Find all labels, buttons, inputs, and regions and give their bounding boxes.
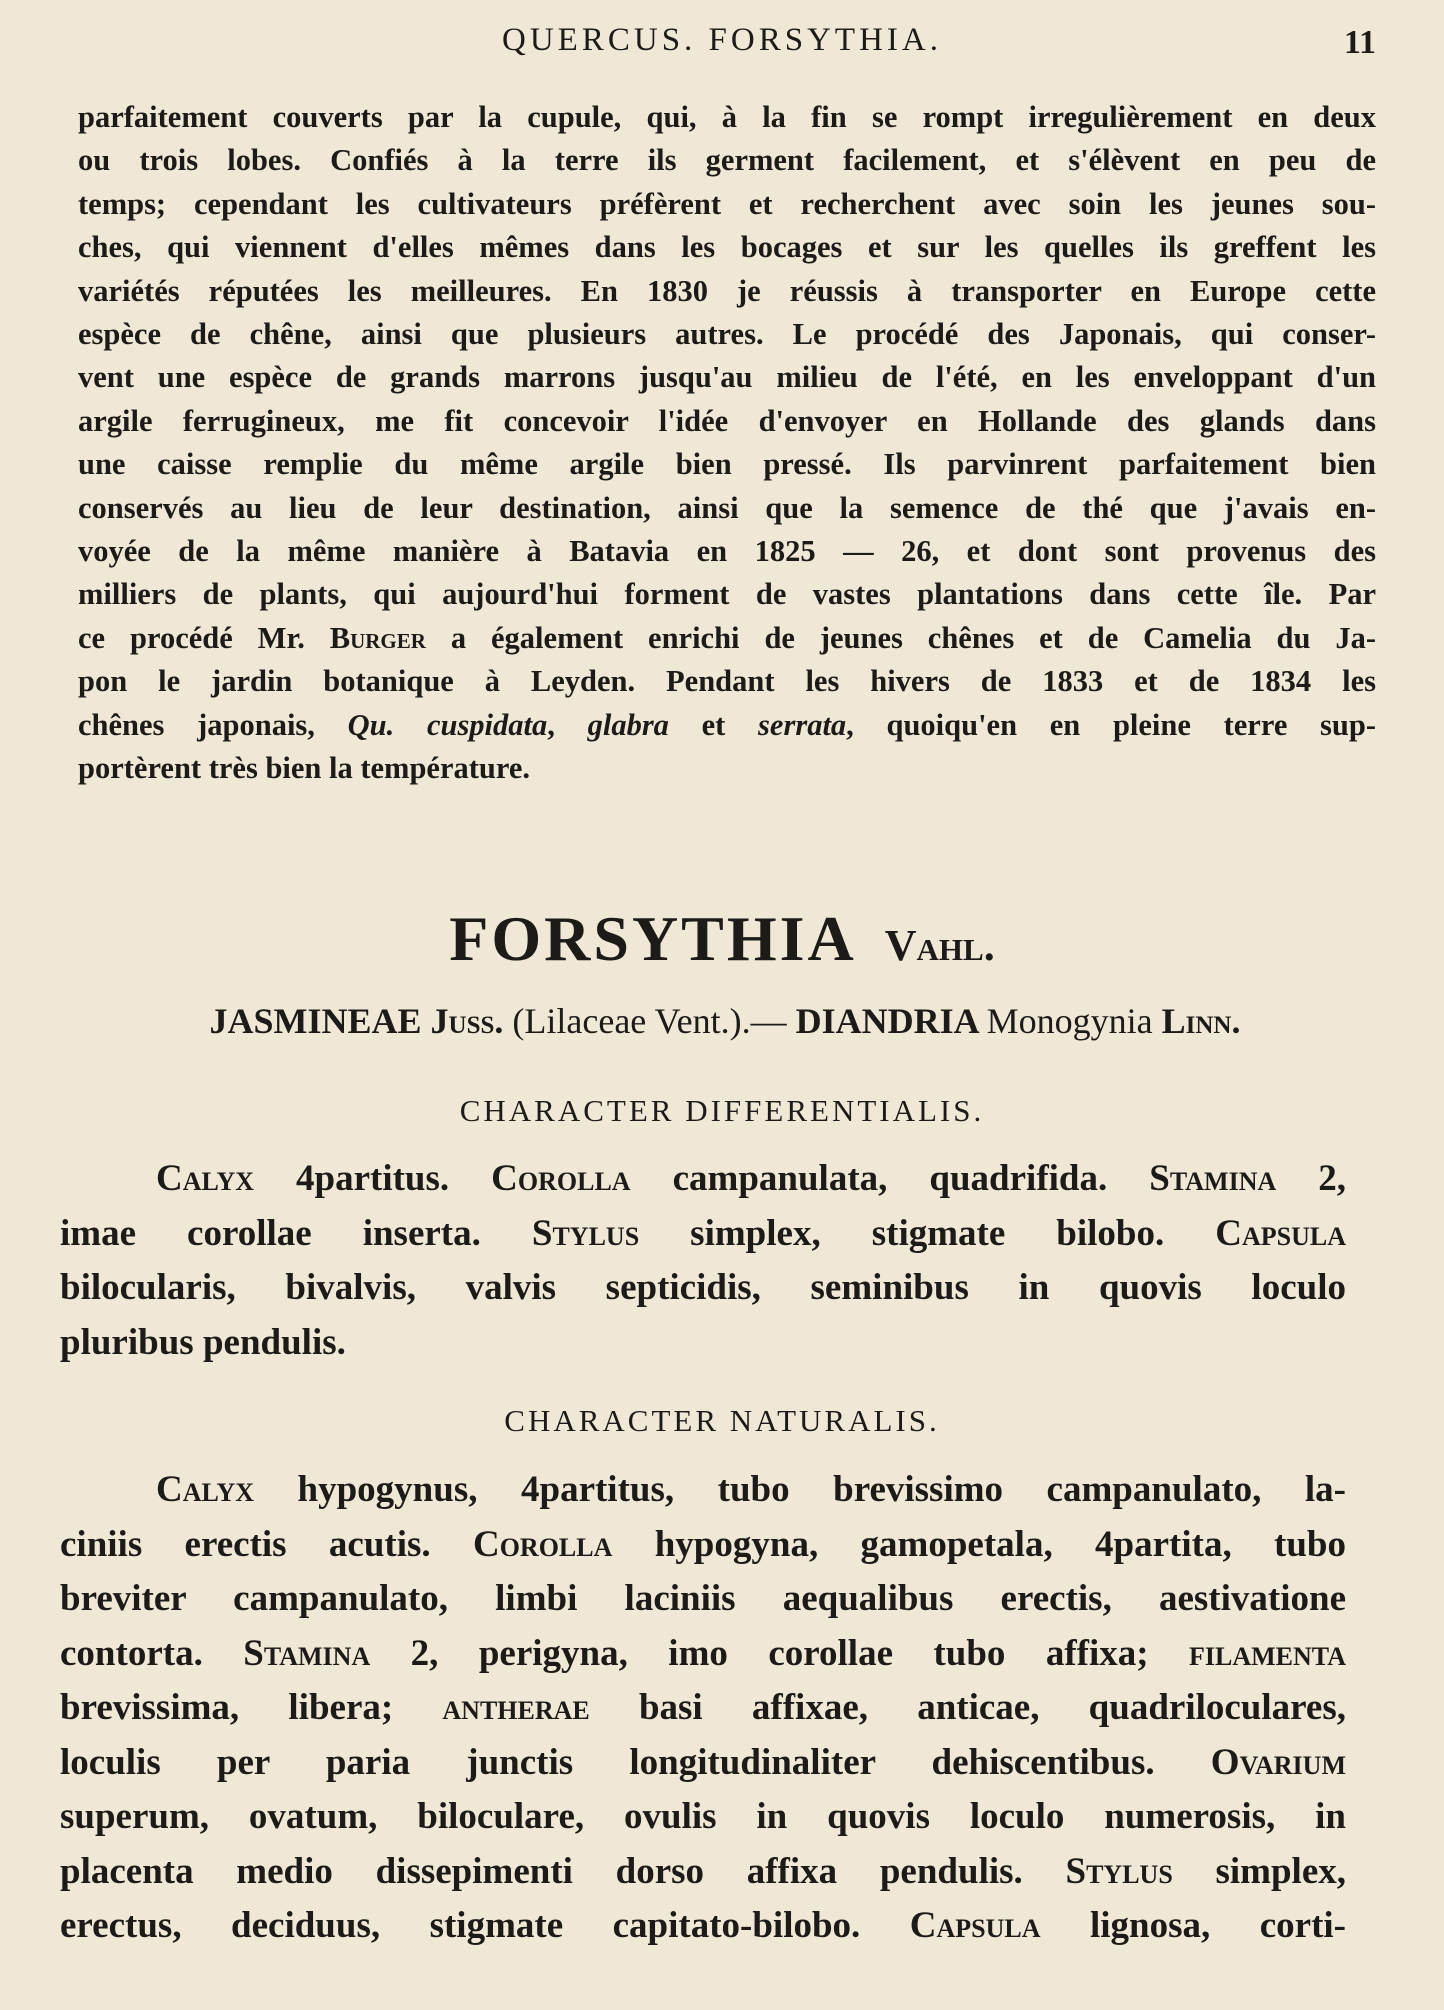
naturalis-paragraph [60, 1463, 1346, 1954]
text-line [60, 1899, 1346, 1954]
linnaean-order: Monogynia [986, 1001, 1153, 1041]
text-line: espèce de chêne, ainsi que plusieurs autres. Le procédé des Japonais, qui conser- [78, 317, 1376, 352]
text-run: lignosa, corti- [1040, 1905, 1346, 1946]
text-line [60, 1463, 1346, 1518]
organ-term: Capsula [1215, 1212, 1347, 1254]
text-run: loculis per paria junctis longitudinaliter dehiscentibus. [60, 1741, 1211, 1783]
linnaean-class: DIANDRIA [795, 1001, 978, 1041]
family-author: Juss. [430, 1001, 504, 1041]
organ-term: Calyx [156, 1158, 255, 1199]
text-run: hypogynus, 4partitus, tubo brevissimo campanulato, la- [254, 1469, 1346, 1510]
text-run: placenta medio dissepimenti dorso affixa pendulis. [60, 1850, 1066, 1892]
text-line: vent une espèce de grands marrons jusqu'au milieu de l'été, en les enveloppant d'un [78, 360, 1376, 395]
intro-paragraph [78, 96, 1376, 791]
text-run: hypogyna, gamopetala, 4partita, tubo [612, 1523, 1346, 1565]
text-line: ches, qui viennent d'elles mêmes dans les bocages et sur les quelles ils greffent les [78, 230, 1376, 265]
text-line [60, 1681, 1346, 1736]
organ-term: Corolla [472, 1523, 613, 1565]
text-run: 2, perigyna, imo corollae tubo affixa; [370, 1632, 1190, 1674]
text-line [60, 1518, 1346, 1573]
text-run: pluribus pendulis. [60, 1321, 346, 1363]
text-run: chênes japonais, [78, 707, 348, 742]
text-line: parfaitement couverts par la cupule, qui, à la fin se rompt irregulièrement en deux [78, 100, 1376, 134]
species-name: Qu. cuspidata [347, 707, 548, 742]
text-line [60, 1207, 1346, 1262]
text-line [60, 1627, 1346, 1682]
text-line: ou trois lobes. Confiés à la terre ils germent facilement, et s'élèvent en peu de [78, 143, 1376, 178]
genus-title [0, 902, 1444, 976]
text-line [60, 1152, 1346, 1207]
text-line: variétés réputées les meilleures. En 1830 je réussis à transporter en Europe cette [78, 273, 1376, 308]
text-run: simplex, [1172, 1850, 1347, 1892]
differentialis-paragraph [60, 1152, 1346, 1370]
alternate-family: (Lilaceae Vent.).— [512, 1001, 787, 1041]
section-heading-differentialis: CHARACTER DIFFERENTIALIS. [459, 1093, 985, 1128]
text-line [60, 1572, 1346, 1627]
text-run: erectus, deciduus, stigmate capitato-bilobo. [60, 1905, 910, 1946]
class-author: Linn. [1161, 1001, 1241, 1041]
text-line: portèrent très bien la température. [78, 751, 531, 786]
organ-term: Stamina [1149, 1158, 1277, 1199]
text-run: imae corollae inserta. [60, 1212, 532, 1254]
text-run: campanulata, quadrifida. [630, 1158, 1150, 1199]
organ-term: Stylus [1065, 1850, 1173, 1892]
running-head: QUERCUS. FORSYTHIA. [502, 22, 942, 58]
organ-term: antherae [442, 1687, 590, 1728]
text-run: contorta. [60, 1632, 244, 1674]
text-run: superum, ovatum, biloculare, ovulis in quovis loculo numerosis, in [60, 1796, 1346, 1837]
text-line [60, 1736, 1346, 1791]
organ-term: Ovarium [1210, 1741, 1346, 1783]
text-line [78, 617, 1376, 660]
text-line: milliers de plants, qui aujourd'hui forment de vastes plantations dans cette île. Par [78, 577, 1376, 612]
organ-term: Corolla [491, 1158, 631, 1199]
section-heading-naturalis: CHARACTER NATURALIS. [504, 1403, 940, 1438]
text-run: basi affixae, anticae, quadriloculares, [589, 1687, 1346, 1728]
text-line [60, 1261, 1346, 1316]
text-line: voyée de la même manière à Batavia en 1825 — 26, et dont sont provenus des [78, 534, 1376, 569]
person-name: Burger [329, 620, 426, 655]
text-run: brevissima, libera; [60, 1687, 443, 1728]
text-line: une caisse remplie du même argile bien pressé. Ils parvinrent parfaitement bien [78, 447, 1376, 482]
genus-name: FORSYTHIA [449, 903, 857, 974]
text-run: simplex, stigmate bilobo. [639, 1212, 1216, 1254]
organ-term: Calyx [156, 1469, 255, 1510]
text-run: et [668, 707, 759, 742]
species-name: serrata [758, 707, 847, 742]
text-run: 4partitus. [254, 1158, 492, 1199]
organ-term: Stylus [531, 1212, 640, 1254]
text-line [60, 1845, 1346, 1900]
classification-line [60, 1000, 1390, 1042]
text-line [60, 1316, 1346, 1371]
organ-term: Stamina [243, 1632, 371, 1674]
genus-author: Vahl. [884, 921, 995, 970]
text-run: 2, [1276, 1158, 1346, 1199]
text-line [78, 704, 1376, 747]
text-line: argile ferrugineux, me fit concevoir l'idée d'envoyer en Hollande des glands dans [78, 403, 1376, 438]
page-number: 11 [1343, 24, 1376, 61]
text-run: ce procédé Mr. [78, 620, 330, 655]
text-line [60, 1790, 1346, 1845]
family-name: JASMINEAE [209, 1001, 422, 1041]
intro-lines [78, 96, 1376, 617]
text-run: bilocularis, bivalvis, valvis septicidis, seminibus in quovis loculo [60, 1267, 1346, 1308]
organ-term: Capsula [909, 1905, 1041, 1946]
text-run: breviter campanulato, limbi laciniis aequalibus erectis, aestivatione [60, 1578, 1346, 1619]
text-run: , [547, 707, 588, 742]
text-line: conservés au lieu de leur destination, ainsi que la semence de thé que j'avais en- [78, 490, 1376, 525]
text-run: , quoiqu'en en pleine terre sup- [846, 707, 1377, 742]
organ-term: filamenta [1189, 1632, 1346, 1674]
text-run: ciniis erectis acutis. [60, 1523, 473, 1565]
text-line: temps; cependant les cultivateurs préfèrent et recherchent avec soin les jeunes sou- [78, 186, 1376, 221]
species-name: glabra [587, 707, 669, 742]
text-line: pon le jardin botanique à Leyden. Pendant les hivers de 1833 et de 1834 les [78, 664, 1376, 699]
text-run: a également enrichi de jeunes chênes et de Camelia du Ja- [425, 620, 1376, 655]
